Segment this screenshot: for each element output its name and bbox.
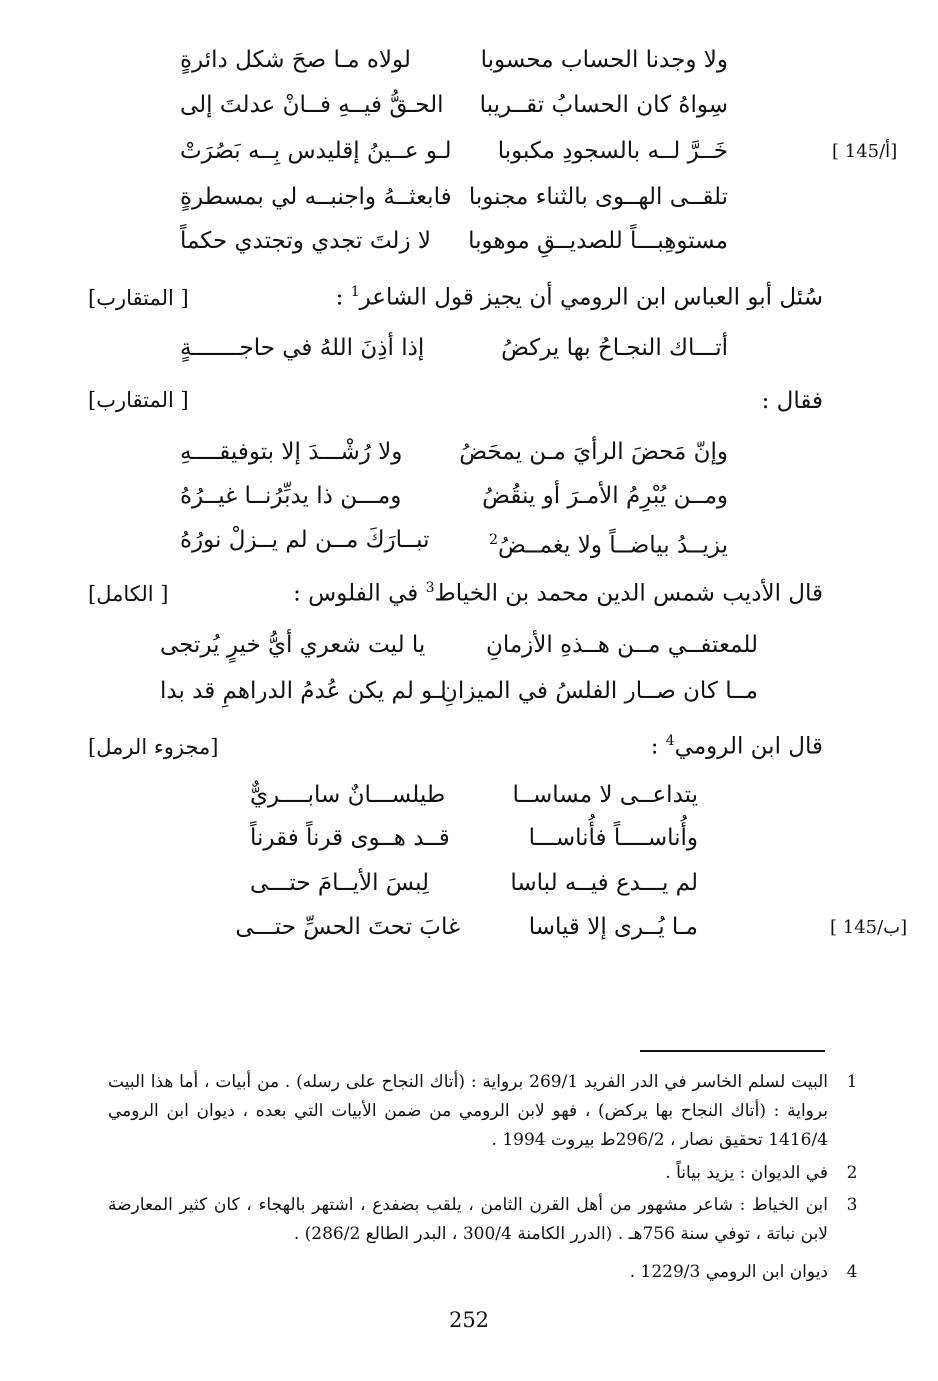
verse-hemistich-first: لا زلتَ تجدي وتجتدي حكماً (180, 228, 431, 254)
verse-hemistich-second: أتـــاك النجـاحُ بها يركضُ (501, 335, 728, 361)
footnote (108, 1068, 858, 1155)
intro-text: قال الأديب شمس الدين محمد بن الخياط (434, 580, 823, 607)
verse-hemistich-second: يتداعــى لا مساســا (512, 782, 698, 808)
page-number: 252 (448, 1308, 490, 1332)
verse-hemistich-second: للمعتفــي مــن هــذهِ الأزمانِ (485, 632, 758, 658)
footnote-ref: 3 (425, 580, 435, 596)
verse-hemistich-first: يا ليت شعري أيُّ خيرٍ يُرتجى (160, 632, 426, 658)
verse-hemistich-first: لـو عــينُ إقليدس بِــه بَصُرَتْ (180, 138, 452, 164)
footnote-number: 2 (846, 1163, 858, 1183)
verse-hemistich-first: الحـقُّ فيــهِ فــانْ عدلتَ إلى (180, 92, 444, 118)
section-intro (293, 580, 823, 607)
footnote-divider (640, 1050, 825, 1052)
footnote-number: 4 (846, 1262, 858, 1282)
section-intro (336, 284, 823, 311)
meter-label: [ المتقارب] (88, 388, 189, 412)
footnote-ref: 4 (665, 733, 675, 749)
verse-hemistich-second: سِواهُ كان الحسابُ تقــريبا (479, 92, 728, 118)
verse-hemistich-first: ومـــن ذا يدبِّرُنــا غيــرُهُ (180, 483, 402, 509)
verse-hemistich-second: تلقــى الهــوى بالثناء مجنوبا (468, 184, 728, 210)
verse-hemistich-second: ومــن يُبْرِمُ الأمـرَ أو ينقُضُ (482, 483, 728, 509)
verse-hemistich-first: ولا رُشْـــدَ إلا بتوفيقــــهِ (180, 439, 403, 465)
intro-text: قال ابن الرومي (674, 733, 823, 760)
verse-hemistich-second: وأُناســــاً فأُناســـا (528, 825, 698, 851)
verse-hemistich-second (468, 525, 728, 561)
meter-label: [مجزوء الرمل] (88, 735, 219, 759)
verse-hemistich-first: لولاه مـا صحَ شكل دائرةٍ (180, 47, 411, 73)
hemistich-text: يزيــدُ بياضــاً ولا يغمــضُ (497, 532, 728, 559)
footnote-text: ابن الخياط : شاعر مشهور من أهل القرن الثامن ، يلقب بضفدع ، اشتهر بالهجاء ، كان كثير المعارضة لابن نباتة ، توفي سنة 756هـ . (الدرر الكامنة 300/4 ، البدر الطالع 286/2) . (108, 1195, 828, 1244)
verse-hemistich-second: لم يـــدع فيــه لباسا (510, 870, 698, 896)
verse-hemistich-second: مـا يُــرى إلا قياسا (528, 914, 698, 940)
verse-hemistich-second: وإنّ مَحضَ الرأيَ مـن يمحَضُ (459, 439, 728, 465)
section-intro (651, 733, 823, 760)
footnote-ref: 2 (489, 532, 498, 548)
verse-hemistich-first: طيلســـانٌ سابــــريٌّ (250, 782, 446, 808)
section-intro: فقال : (761, 388, 823, 414)
footnote (108, 1191, 858, 1249)
footnote-ref: 1 (350, 284, 360, 300)
verse-hemistich-second: مستوهِبـــاً للصديــقِ موهوبا (468, 228, 728, 254)
footnote-text: ديوان ابن الرومي 1229/3 . (629, 1262, 828, 1282)
intro-tail: في الفلوس : (293, 580, 426, 607)
footnote (108, 1159, 858, 1188)
verse-hemistich-first: لـو لم يكن عُدمُ الدراهمِ قد بدا (160, 678, 447, 704)
intro-tail: : (650, 733, 666, 760)
footnote-text: في الديوان : يزيد بياناً . (665, 1163, 828, 1183)
verse-hemistich-second: خَــرَّ لــه بالسجودِ مكبوبا (497, 138, 728, 164)
verse-hemistich-first: إذا أذِنَ اللهُ في حاجـــــــةٍ (180, 335, 425, 361)
verse-hemistich-first: لِبسَ الأيــامَ حتـــى (250, 870, 430, 896)
verse-hemistich-first: تبــارَكَ مــن لم يــزلْ نورُهُ (180, 527, 430, 553)
footnote-text: البيت لسلم الخاسر في الدر الفريد 269/1 برواية : (أتاك النجاح على رسله) . من أبيات ، أما هذا البيت برواية : (أتاك النجاح بها يركض) ، فهو لابن الرومي من ضمن الأبيات التي بعده ، ديوان ابن الرومي 1416/4 تحقيق نصار ، 296/2ط بيروت 1994 . (108, 1072, 828, 1150)
footnote-number: 3 (846, 1195, 858, 1215)
verse-hemistich-second: ولا وجدنا الحساب محسوبا (480, 47, 728, 73)
meter-label: [ الكامل] (88, 582, 169, 606)
intro-text: سُئل أبو العباس ابن الرومي أن يجيز قول الشاعر (359, 284, 823, 311)
footnote-number: 1 (846, 1072, 858, 1092)
verse-hemistich-first: قــد هــوى قرناً فقرناً (250, 825, 450, 851)
intro-tail: : (335, 284, 351, 311)
verse-hemistich-first: فابعثــهُ واجنبــه لي بمسطرةٍ (180, 184, 452, 210)
meter-label: [ المتقارب] (88, 286, 189, 310)
verse-hemistich-first: غابَ تحتَ الحسِّ حتـــى (235, 914, 460, 940)
verse-hemistich-second: مــا كان صــار الفلسُ في الميزانِ (440, 678, 758, 704)
footnote (108, 1258, 858, 1287)
folio-marker: [ 145/ب] (830, 917, 908, 938)
folio-marker: [ 145/أ] (832, 141, 898, 162)
